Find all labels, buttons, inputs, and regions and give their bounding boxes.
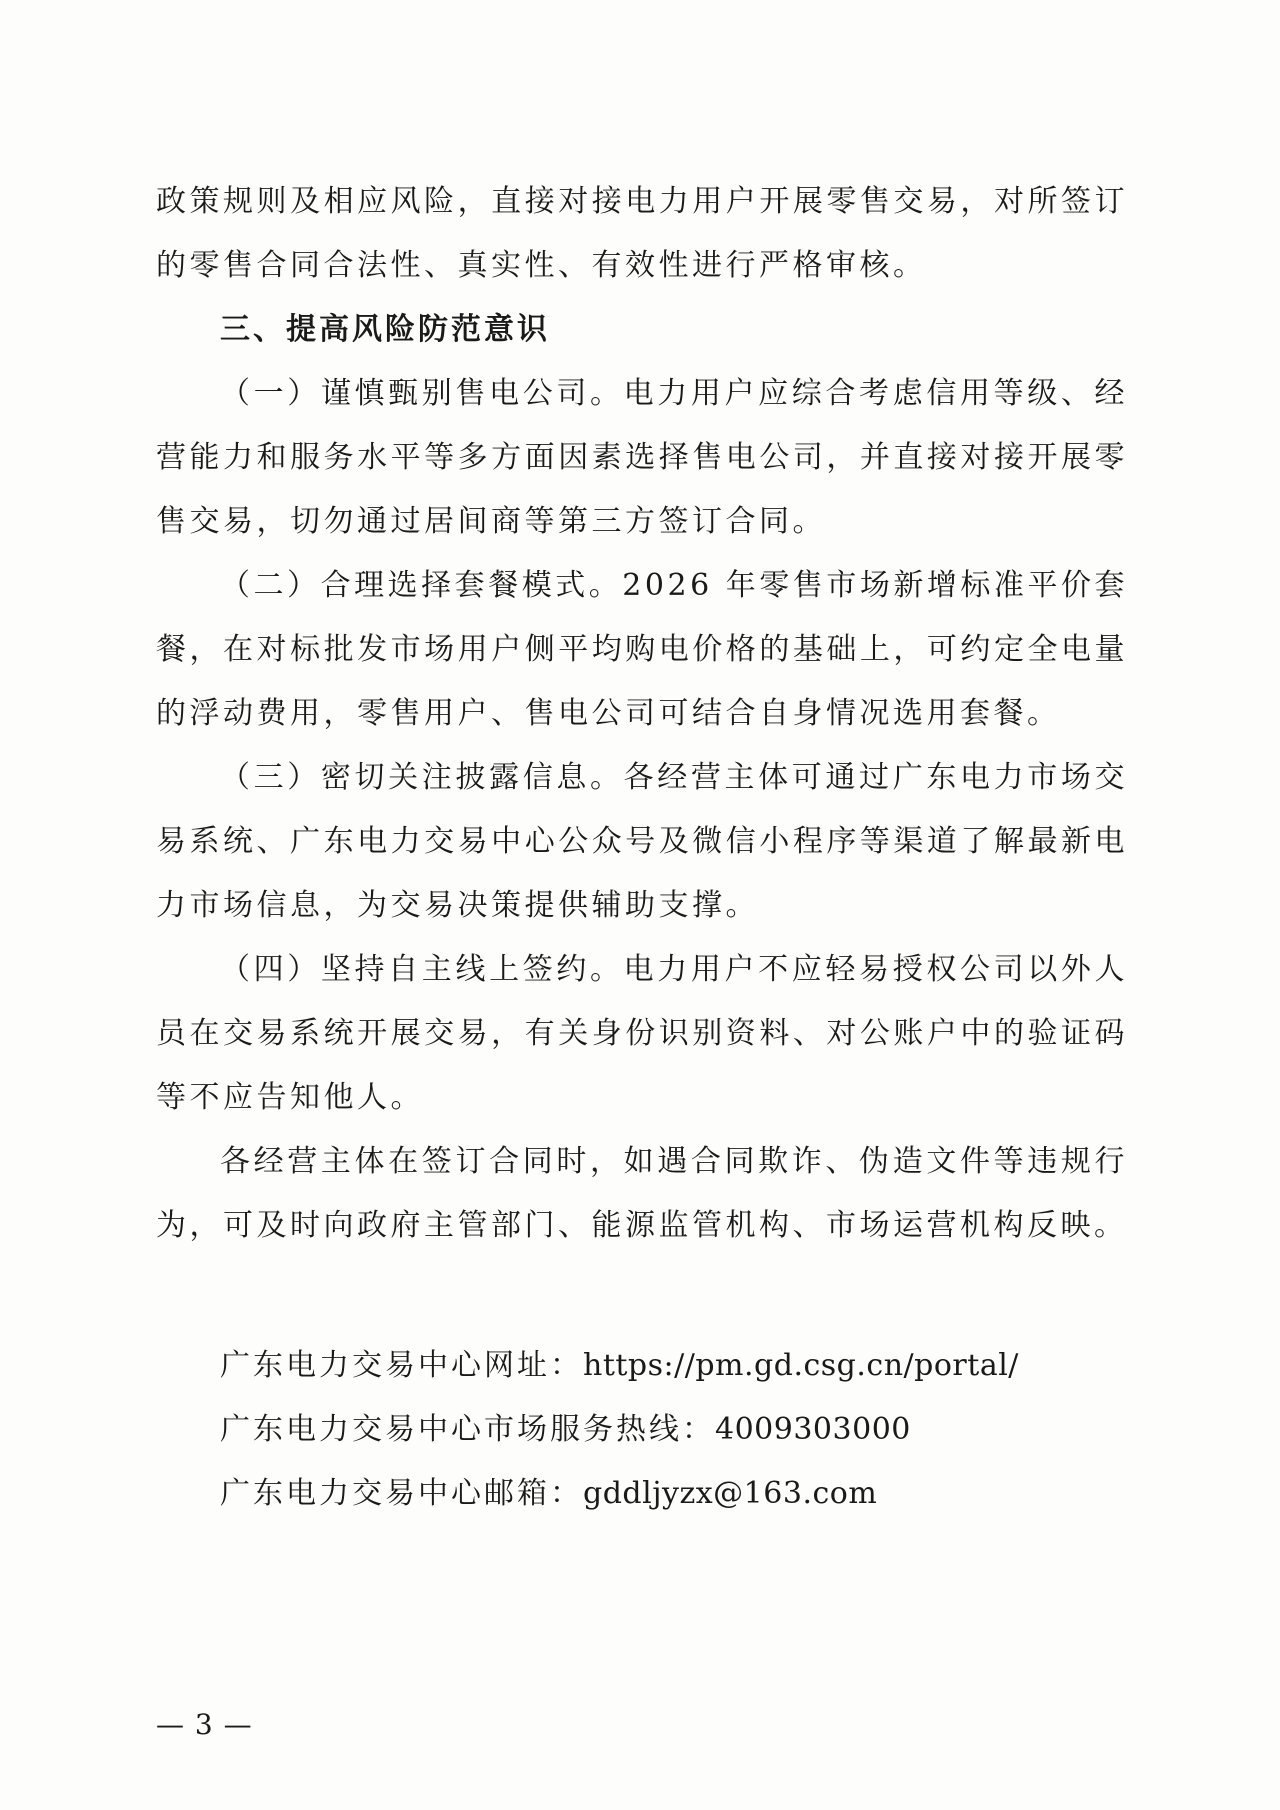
item-paragraph-1: （一）谨慎甄别售电公司。电力用户应综合考虑信用等级、经营能力和服务水平等多方面因素选择售电公司，并直接对接开展零售交易，切勿通过居间商等第三方签订合同。 xyxy=(156,376,1128,539)
website-link[interactable]: https://pm.gd.csg.cn/portal/ xyxy=(583,1348,1019,1383)
contact-info xyxy=(220,1334,1120,1526)
page-number: — 3 — xyxy=(156,1708,253,1741)
item-paragraph-2: （二）合理选择套餐模式。2026 年零售市场新增标准平价套餐，在对标批发市场用户侧平均购电价格的基础上，可约定全电量的浮动费用，零售用户、售电公司可结合自身情况选用套餐。 xyxy=(156,568,1128,731)
item-paragraph-4: （四）坚持自主线上签约。电力用户不应轻易授权公司以外人员在交易系统开展交易，有关身份识别资料、对公账户中的验证码等不应告知他人。 xyxy=(156,952,1128,1115)
hotline-number: 4009303000 xyxy=(715,1412,911,1447)
item-paragraph-3: （三）密切关注披露信息。各经营主体可通过广东电力市场交易系统、广东电力交易中心公众号及微信小程序等渠道了解最新电力市场信息，为交易决策提供辅助支撑。 xyxy=(156,760,1128,923)
continuation-paragraph: 政策规则及相应风险，直接对接电力用户开展零售交易，对所签订的零售合同合法性、真实性、有效性进行严格审核。 xyxy=(156,184,1128,283)
email-line xyxy=(220,1462,1120,1526)
hotline-line xyxy=(220,1398,1120,1462)
email-address[interactable]: gddljyzx@163.com xyxy=(583,1476,878,1511)
email-label: 广东电力交易中心邮箱： xyxy=(220,1476,583,1511)
section-heading: 三、提高风险防范意识 xyxy=(220,312,550,347)
website-line xyxy=(220,1334,1120,1398)
document-body xyxy=(156,170,1128,1258)
website-label: 广东电力交易中心网址： xyxy=(220,1348,583,1383)
closing-paragraph: 各经营主体在签订合同时，如遇合同欺诈、伪造文件等违规行为，可及时向政府主管部门、能源监管机构、市场运营机构反映。 xyxy=(156,1144,1128,1243)
hotline-label: 广东电力交易中心市场服务热线： xyxy=(220,1412,715,1447)
